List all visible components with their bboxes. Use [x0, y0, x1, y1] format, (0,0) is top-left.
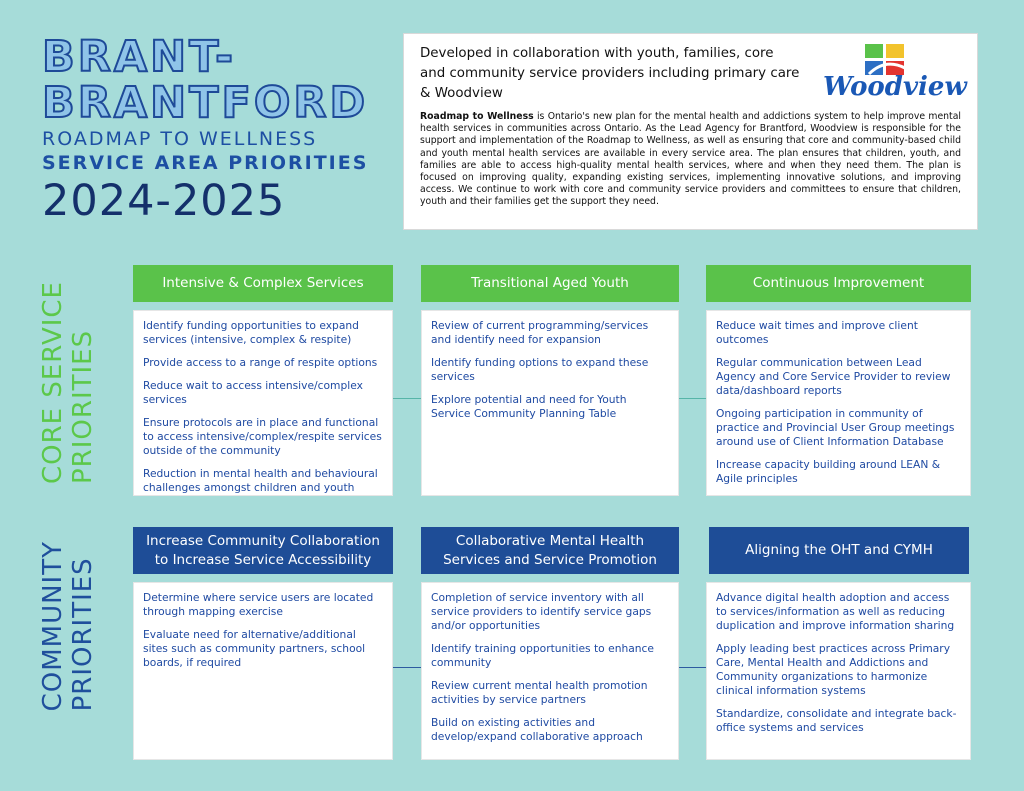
core-heading-1: Intensive & Complex Services [133, 265, 393, 302]
list-item: Explore potential and need for Youth Service Community Planning Table [431, 393, 627, 420]
woodview-logo [823, 44, 967, 102]
community-priorities-label [38, 540, 98, 712]
community-card-2 [421, 582, 679, 760]
list-item: Reduction in mental health and behavioural challenges amongst children and youth [143, 467, 378, 494]
list-item: Reduce wait to access intensive/complex services [143, 379, 363, 406]
community-connector-1 [393, 667, 421, 668]
list-item: Apply leading best practices across Primary Care, Mental Health and Addictions and Community organizations to harmonize clinical information systems [716, 642, 951, 697]
core-label-line-1: CORE SERVICE [38, 280, 68, 484]
community-card-1 [133, 582, 393, 760]
core-card-3 [706, 310, 971, 496]
list-item: Review of current programming/services and identify need for expansion [431, 319, 649, 346]
list-item: Build on existing activities and develop/expand collaborative approach [431, 716, 643, 743]
community-connector-2 [679, 667, 706, 668]
intro-heading: Developed in collaboration with youth, families, core and community service providers including primary care & Woodview [420, 46, 800, 101]
woodview-logo-text: Woodview [823, 72, 967, 102]
list-item: Evaluate need for alternative/additional sites such as community partners, school boards, if required [143, 628, 366, 669]
core-connector-2 [679, 398, 706, 399]
list-item: Identify funding options to expand these services [431, 356, 649, 383]
intro-body [420, 111, 961, 209]
core-card-2 [421, 310, 679, 496]
community-label-line-1: COMMUNITY [38, 540, 68, 712]
community-heading-1: Increase Community Collaboration to Increase Service Accessibility [133, 527, 393, 574]
list-item: Determine where service users are located through mapping exercise [143, 591, 374, 618]
community-label-line-2: PRIORITIES [68, 557, 98, 712]
core-connector-1 [393, 398, 421, 399]
list-item: Advance digital health adoption and access to services/information as well as reducing duplication and improve information sharing [716, 591, 955, 632]
intro-bold-lead: Roadmap to Wellness [420, 111, 534, 122]
list-item: Ongoing participation in community of practice and Provincial User Group meetings around use of Client Information Database [716, 407, 955, 448]
subtitle-roadmap: ROADMAP TO WELLNESS [42, 128, 318, 150]
community-card-3 [706, 582, 971, 760]
title-line-1: BRANT- [42, 32, 237, 82]
title-block [42, 34, 392, 226]
list-item: Review current mental health promotion activities by service partners [431, 679, 648, 706]
list-item: Standardize, consolidate and integrate back-office systems and services [716, 707, 957, 734]
community-heading-3: Aligning the OHT and CYMH [709, 527, 969, 574]
list-item: Identify funding opportunities to expand services (intensive, complex & respite) [143, 319, 359, 346]
core-heading-3: Continuous Improvement [706, 265, 971, 302]
core-service-priorities-label [38, 268, 98, 496]
core-label-line-2: PRIORITIES [68, 329, 98, 484]
core-heading-2: Transitional Aged Youth [421, 265, 679, 302]
community-heading-2: Collaborative Mental Health Services and Service Promotion [421, 527, 679, 574]
list-item: Ensure protocols are in place and functional to access intensive/complex/respite services outside of the community [143, 416, 382, 457]
list-item: Completion of service inventory with all service providers to identify service gaps and/or opportunities [431, 591, 652, 632]
list-item: Identify training opportunities to enhance community [431, 642, 655, 669]
subtitle-priorities: SERVICE AREA PRIORITIES [42, 152, 369, 174]
list-item: Increase capacity building around LEAN & Agile principles [716, 458, 941, 485]
core-card-1 [133, 310, 393, 496]
title-line-2: BRANTFORD [42, 78, 369, 128]
list-item: Provide access to a range of respite options [143, 356, 378, 369]
list-item: Regular communication between Lead Agency and Core Service Provider to review data/dashboard reports [716, 356, 951, 397]
list-item: Reduce wait times and improve client outcomes [716, 319, 918, 346]
intro-text: is Ontario's new plan for the mental health and addictions system to help improve mental health services in communities across Ontario. As the Lead Agency for Brantford, Woodview is responsible for the support and implementation of the Roadmap to Wellness, as well as ensuring that core and community-based child and youth mental health services are available in every service area. The plan ensures that children, youth, and families are able to access high-quality mental health services, where and when they need them. The plan is focused on improving quality, expanding existing services, implementing innovative solutions, and improving access. We continue to work with core and community service providers and committees to ensure that children, youth and their families get the support they need. [420, 111, 961, 208]
intro-box [403, 33, 978, 230]
years: 2024-2025 [42, 176, 286, 226]
